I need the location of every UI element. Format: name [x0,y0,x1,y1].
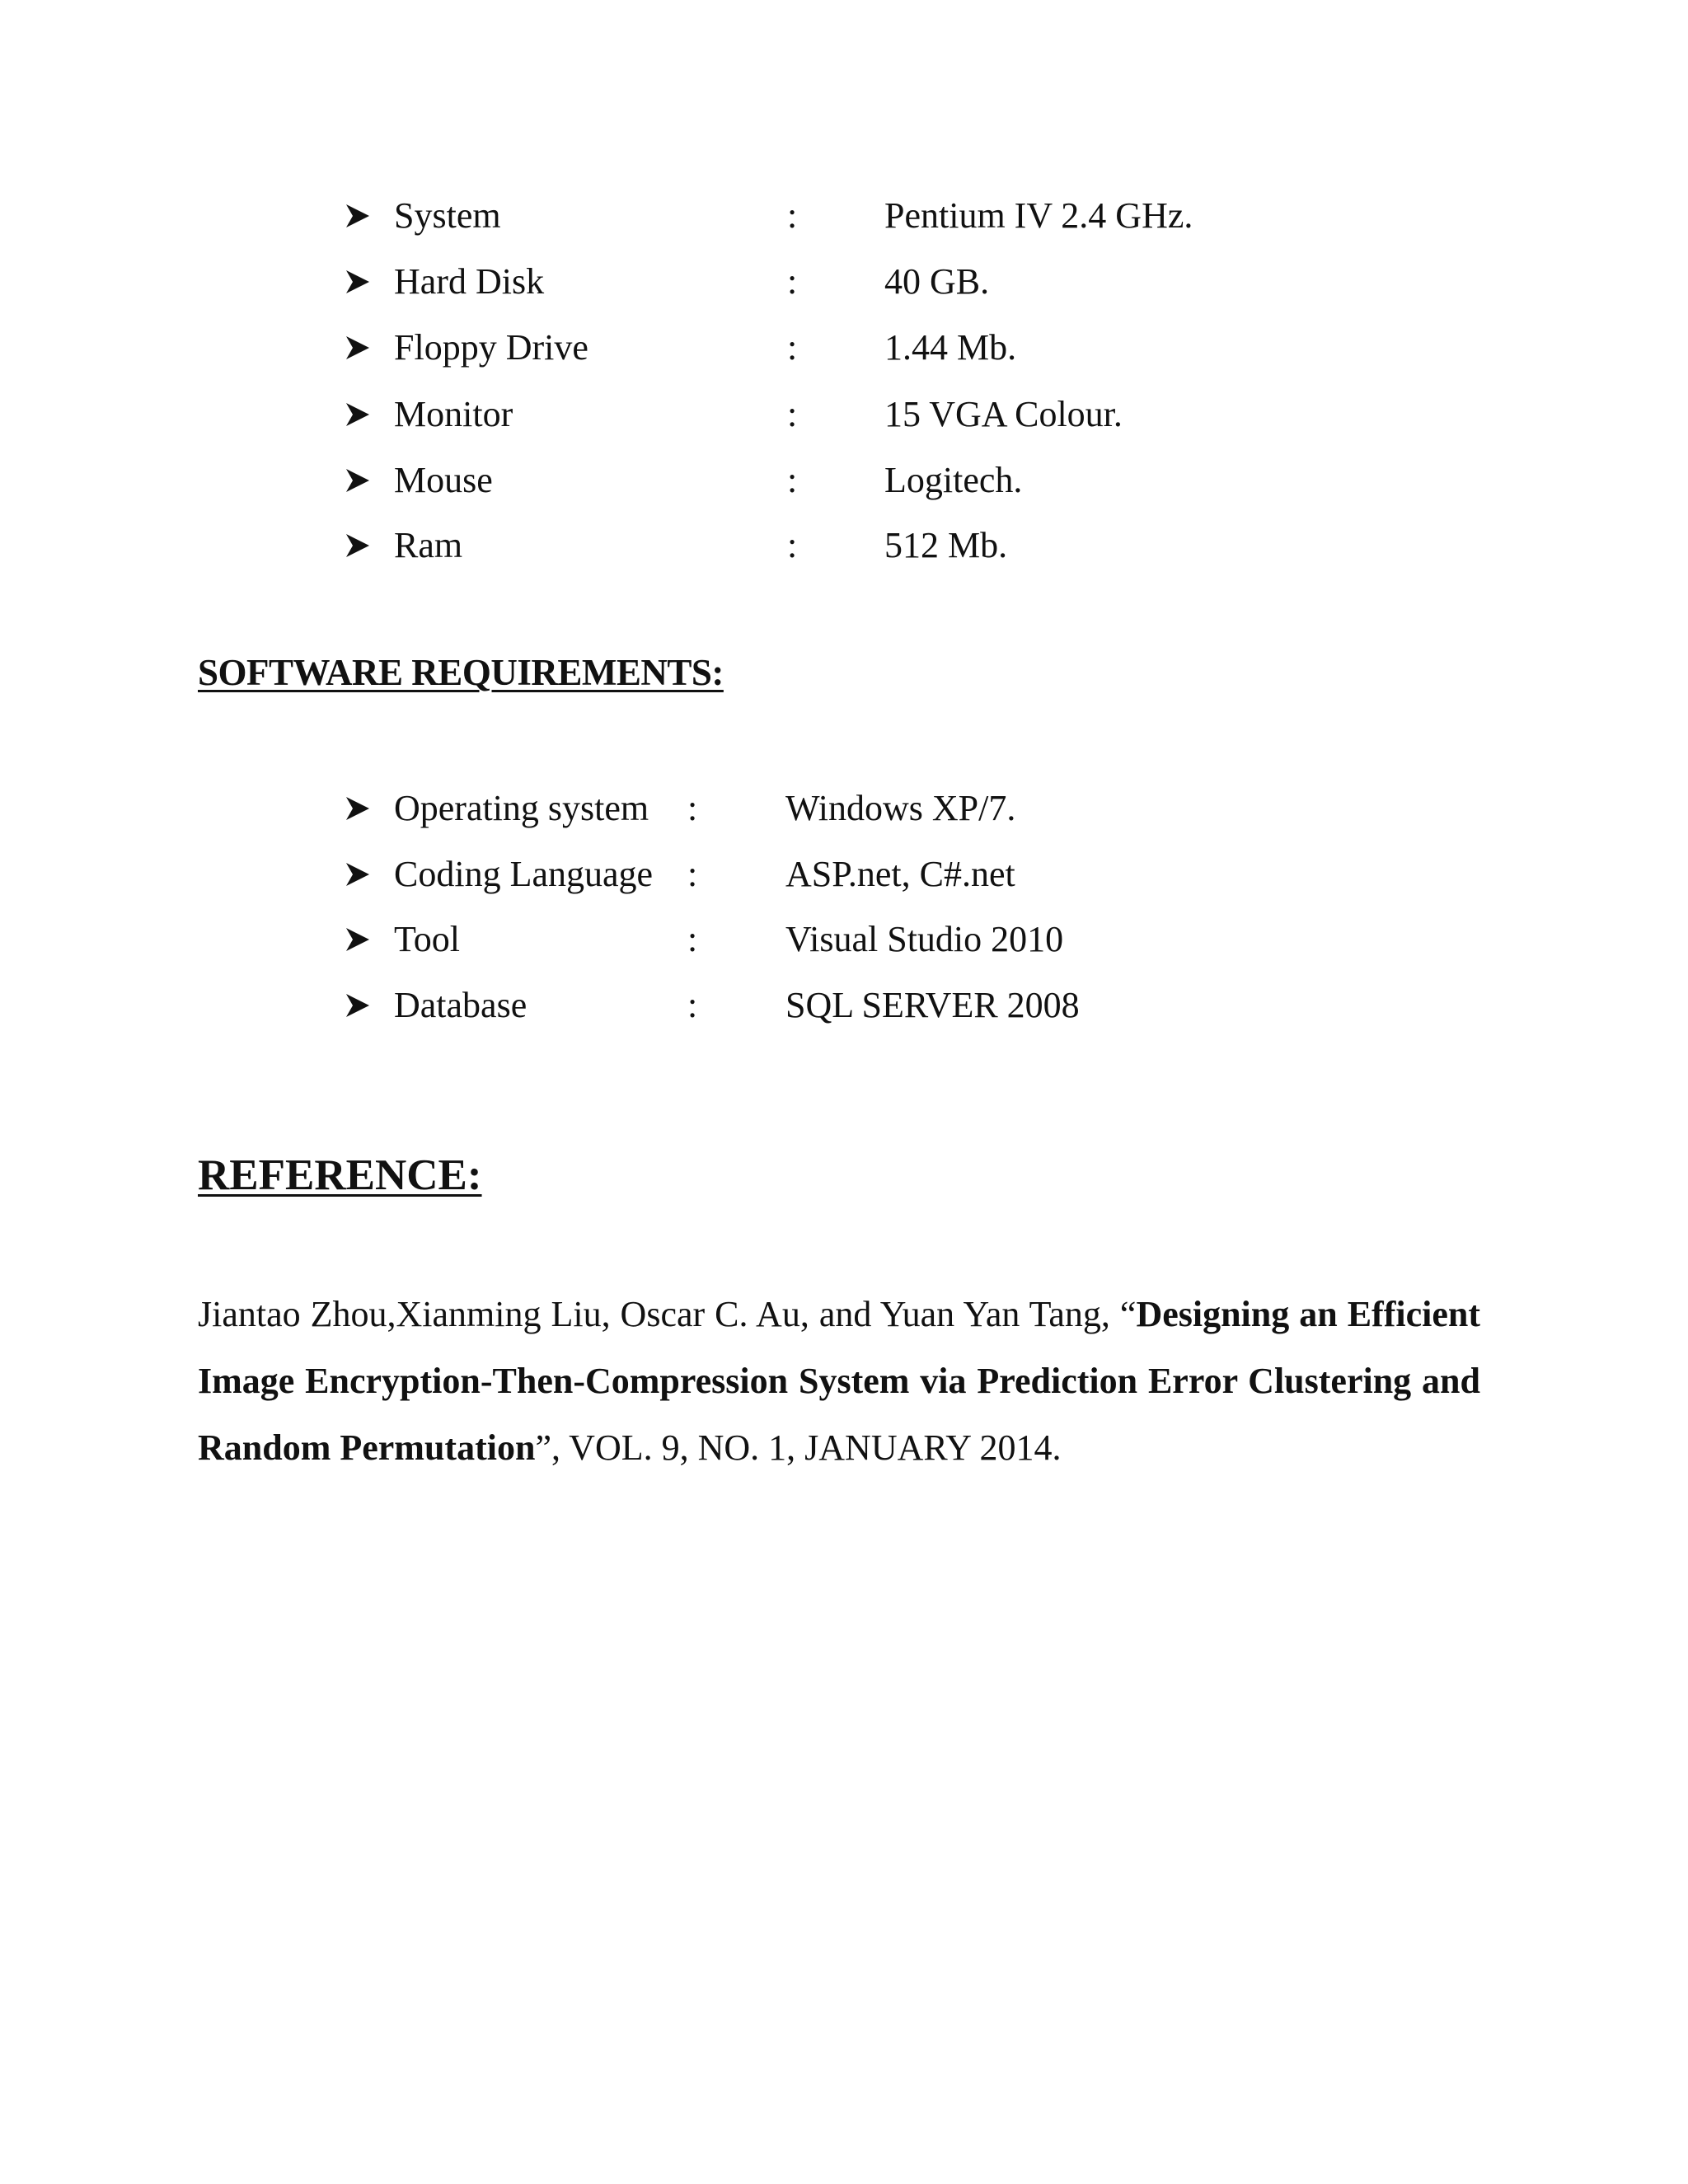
separator-colon: : [787,261,798,302]
reference-authors: Jiantao Zhou,Xianming Liu, Oscar C. Au, and Yuan Yan Tang, “ [198,1294,1137,1334]
separator-colon: : [687,919,698,959]
hardware-label: Ram [394,525,463,565]
hardware-value: 40 GB. [884,261,990,302]
separator-colon: : [787,327,798,368]
hardware-value: Logitech. [884,460,1023,500]
separator-colon: : [787,394,798,434]
separator-colon: : [787,525,798,565]
arrow-bullet-icon [345,915,377,964]
software-value: Windows XP/7. [785,788,1016,828]
software-label: Coding Language [394,854,654,894]
hardware-value: 1.44 Mb. [884,327,1017,368]
hardware-label: Floppy Drive [394,327,588,368]
hardware-label: Hard Disk [394,261,545,302]
software-label: Tool [394,919,461,959]
hardware-value: 512 Mb. [884,525,1008,565]
separator-colon: : [687,854,698,894]
software-value: Visual Studio 2010 [785,919,1064,959]
reference-title: Designing an Efficient Image Encryption-Then-Compression System via Prediction Error Clustering and Random Permutation [198,1294,1480,1468]
arrow-bullet-icon [345,850,377,899]
arrow-bullet-icon [345,784,377,833]
arrow-bullet-icon [345,191,377,241]
arrow-bullet-icon [345,456,377,505]
arrow-bullet-icon [345,257,377,307]
separator-colon: : [687,985,698,1025]
hardware-label: Mouse [394,460,493,500]
arrow-bullet-icon [345,521,377,570]
reference-heading: REFERENCE: [198,1151,482,1199]
software-label: Database [394,985,528,1025]
arrow-bullet-icon [345,981,377,1030]
reference-details: ”, VOL. 9, NO. 1, JANUARY 2014. [535,1427,1062,1468]
separator-colon: : [687,788,698,828]
software-value: SQL SERVER 2008 [785,985,1080,1025]
hardware-label: Monitor [394,394,513,434]
arrow-bullet-icon [345,323,377,373]
hardware-label: System [394,195,501,236]
software-label: Operating system [394,788,649,828]
reference-citation [198,1281,1480,1481]
separator-colon: : [787,195,798,236]
hardware-value: 15 VGA Colour. [884,394,1123,434]
software-requirements-heading: SOFTWARE REQUIREMENTS: [198,652,724,693]
separator-colon: : [787,460,798,500]
software-value: ASP.net, C#.net [785,854,1015,894]
arrow-bullet-icon [345,390,377,439]
hardware-value: Pentium IV 2.4 GHz. [884,195,1193,236]
